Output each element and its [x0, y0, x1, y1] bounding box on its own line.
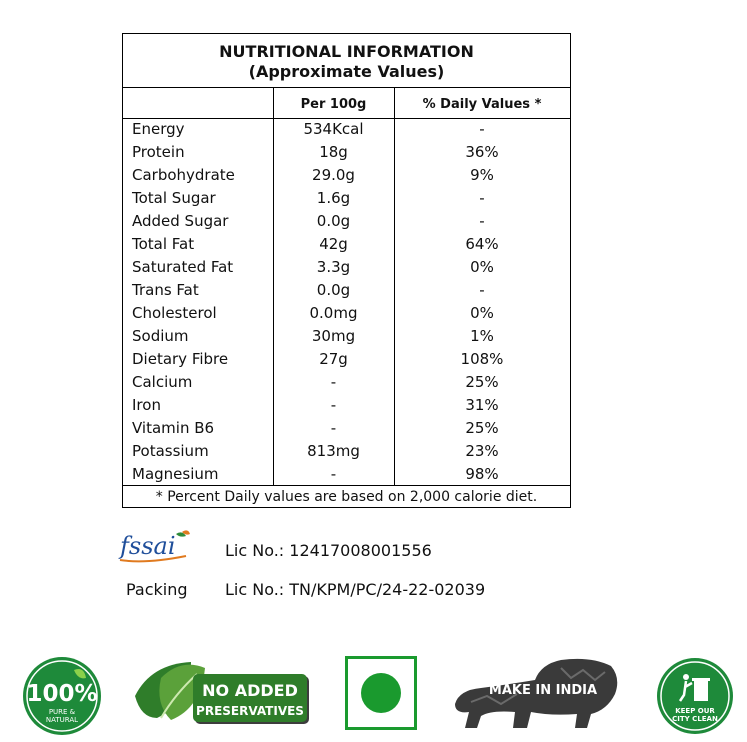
- badge-pure-text: PURE &: [48, 708, 76, 716]
- nutrient-daily-value: 31%: [465, 396, 499, 414]
- make-in-india-lion-icon: [451, 654, 623, 734]
- nutrient-daily-value: 0%: [470, 258, 494, 276]
- keep-city-clean-badge-icon: [656, 657, 734, 735]
- table-title-box: [123, 34, 570, 88]
- table-row: [123, 325, 570, 348]
- nutrient-daily-value: 1%: [470, 327, 494, 345]
- veg-symbol-icon: [345, 656, 417, 730]
- nutrient-per-100g: 0.0g: [316, 281, 351, 299]
- nutrient-name: Added Sugar: [132, 212, 229, 230]
- nutrient-per-100g: -: [330, 419, 337, 437]
- nutrient-name: Sodium: [132, 327, 189, 345]
- nutrient-daily-value: -: [479, 120, 485, 138]
- nutrient-name: Calcium: [132, 373, 193, 391]
- nutrient-per-100g: 30mg: [311, 327, 356, 345]
- nutrient-per-100g: -: [330, 396, 337, 414]
- nutrient-daily-value: 9%: [470, 166, 494, 184]
- nutrient-name: Total Fat: [132, 235, 195, 253]
- badge-100-percent: 100%: [26, 681, 98, 707]
- nutrient-name: Energy: [132, 120, 185, 138]
- nutrient-daily-value: 25%: [465, 419, 499, 437]
- nutrient-per-100g: 813mg: [307, 442, 360, 460]
- fssai-logo: [116, 530, 192, 564]
- nutrient-name: Protein: [132, 143, 185, 161]
- nutrient-name: Dietary Fibre: [132, 350, 229, 368]
- nutrient-per-100g: 0.0mg: [309, 304, 358, 322]
- city-clean-text: CITY CLEAN: [672, 715, 718, 723]
- table-row: [123, 371, 570, 394]
- header-per-100g: Per 100g: [300, 97, 367, 112]
- table-subtitle: (Approximate Values): [248, 62, 445, 81]
- nutrient-name: Cholesterol: [132, 304, 217, 322]
- nutrient-per-100g: 3.3g: [316, 258, 351, 276]
- table-body: [123, 118, 570, 486]
- nutrient-daily-value: 108%: [460, 350, 504, 368]
- nutrient-daily-value: 98%: [465, 465, 499, 483]
- table-row: [123, 164, 570, 187]
- nutrient-daily-value: 23%: [465, 442, 499, 460]
- nutrient-name: Saturated Fat: [132, 258, 234, 276]
- make-in-india-text: MAKE IN INDIA: [488, 683, 598, 698]
- nutrient-daily-value: 0%: [470, 304, 494, 322]
- no-preservatives-badge-icon: [131, 658, 313, 730]
- header-daily-values: % Daily Values *: [422, 97, 542, 112]
- nutrient-name: Magnesium: [132, 465, 219, 483]
- table-row: [123, 394, 570, 417]
- table-title: NUTRITIONAL INFORMATION: [219, 42, 474, 61]
- nutrient-name: Vitamin B6: [132, 419, 215, 437]
- nutrient-daily-value: -: [479, 189, 485, 207]
- table-row: [123, 440, 570, 463]
- nutrient-per-100g: -: [330, 373, 337, 391]
- nutrient-per-100g: -: [330, 465, 337, 483]
- table-footnote: * Percent Daily values are based on 2,000 calorie diet.: [123, 485, 570, 509]
- nutrient-per-100g: 27g: [319, 350, 348, 368]
- table-row: [123, 210, 570, 233]
- nutrition-table: [122, 33, 571, 508]
- badge-natural-text: NATURAL: [45, 716, 79, 724]
- nutrient-per-100g: 29.0g: [312, 166, 355, 184]
- nutrient-name: Trans Fat: [132, 281, 199, 299]
- table-row: [123, 463, 570, 486]
- table-row: [123, 348, 570, 371]
- fssai-logo-text: fssai: [120, 532, 176, 560]
- nutrient-name: Potassium: [132, 442, 209, 460]
- nutrient-daily-value: -: [479, 281, 485, 299]
- packing-label: Packing: [126, 580, 188, 599]
- nutrient-per-100g: 1.6g: [316, 189, 351, 207]
- table-row: [123, 279, 570, 302]
- no-added-text: NO ADDED: [202, 681, 298, 700]
- table-row: [123, 417, 570, 440]
- nutrient-daily-value: 25%: [465, 373, 499, 391]
- table-row: [123, 256, 570, 279]
- nutrient-name: Carbohydrate: [132, 166, 235, 184]
- table-row: [123, 233, 570, 256]
- nutrient-name: Total Sugar: [132, 189, 216, 207]
- nutrient-per-100g: 18g: [319, 143, 348, 161]
- table-row: [123, 118, 570, 141]
- nutrient-daily-value: -: [479, 212, 485, 230]
- table-row: [123, 187, 570, 210]
- packing-license-number: Lic No.: TN/KPM/PC/24-22-02039: [225, 580, 486, 599]
- table-row: [123, 302, 570, 325]
- nutrient-daily-value: 36%: [465, 143, 499, 161]
- table-header-row: [123, 87, 570, 119]
- nutrient-per-100g: 534Kcal: [303, 120, 364, 138]
- fssai-license-number: Lic No.: 12417008001556: [225, 541, 432, 560]
- nutrient-name: Iron: [132, 396, 161, 414]
- preservatives-text: PRESERVATIVES: [196, 704, 304, 718]
- keep-our-text: KEEP OUR: [675, 707, 715, 715]
- nutrient-per-100g: 0.0g: [316, 212, 351, 230]
- nutrient-per-100g: 42g: [319, 235, 348, 253]
- nutrient-daily-value: 64%: [465, 235, 499, 253]
- pure-natural-badge-icon: [22, 656, 102, 736]
- table-row: [123, 141, 570, 164]
